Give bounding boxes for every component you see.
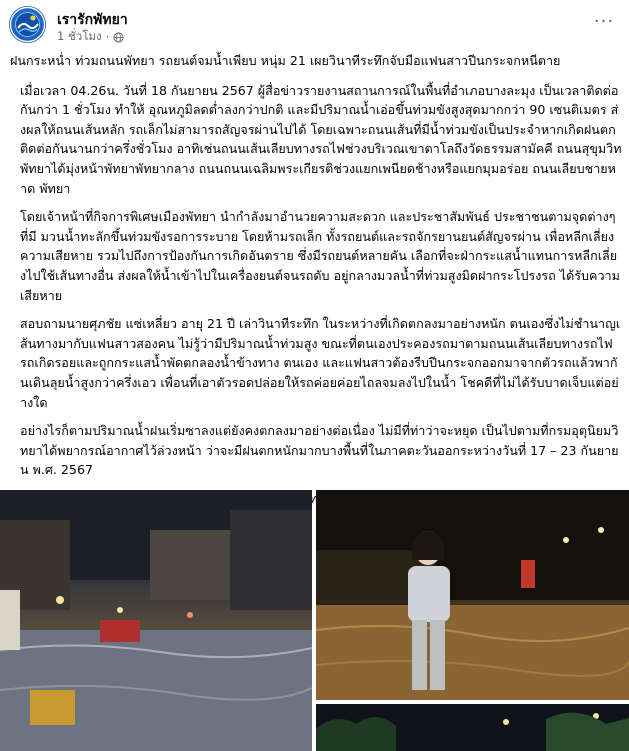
photo-grid — [0, 490, 629, 751]
night-street-image-icon — [316, 704, 629, 751]
page-logo-icon — [9, 6, 46, 43]
post-paragraph: อย่างไรก็ตามปริมาณน้ำฝนเริ่มซาลงแต่ยังคงตกลงมาอย่างต่อเนื่อง ไม่มีที่ท่าว่าจะหยุด เป็นไปตามที่กรมอุตุนิยมวิทยาได้พยากรณ์อากาศไว้ล่วงหน้า ว่าจะมีฝนตกหนักมากบางพื้นที่ในภาคตะวันออกระหว่างวันที่ 17 – 23 กันยายน พ.ศ. 2567 — [20, 423, 619, 478]
post-time[interactable]: 1 ชั่วโมง — [57, 29, 102, 43]
flooded-street-image-icon — [0, 490, 312, 751]
post-paragraph: โดยเจ้าหน้าที่กิจการพิเศษเมืองพัทยา นำกำลังมาอำนวยความสะดวก และประชาสัมพันธ์ ประชาชนตามจุดต่างๆ ที่มี มวนน้ำทะลักขึ้นท่วมขังรอการระบาย โดยห้ามรถเล็ก ทั้งรถยนต์และรถจักรยานยนต์สัญจรผ่าน เพื่อหลีกเลี่ยงความเสียหาย รวมไปถึงการป้องกันการเกิดอันตราย ซึ่งมีรถยนต์หลายคัน เลือกที่จะฝ่ากระแสน้ำแทนการหลีกเลี่ยงไปใช้เส้นทางอื่น ส่งผลให้น้ำเข้าไปในเครื่องยนต์จนรถดับ อยู่กลางมวลน้ำที่ท่วมสูงมิดฝากระโปรงรถ ได้รับความเสียหาย — [20, 209, 620, 303]
post-paragraph: สอบถามนายศุภชัย แซ่เหลี่ยว อายุ 21 ปี เล่าวินาทีระทึก ในระหว่างที่เกิดตกลงมาอย่างหนัก ตนเองซึ่งไม่ชำนาญเส้นทางมากับแฟนสาวสองคน ไม่รู้ว่ามีปริมาณน้ำท่วมสูง ขณะที่ตนเองประคองรถมาตามถนนเส้นเลียบทางรถไฟ รถเกิดรอยและถูกกระแสน้ำพัดตกลองน้ำข้างทาง ตนเอง และแฟนสาวต้องรีบปีนกระจกออกมาจากตัวรถแล้วพากันเดินลุยน้ำสูงกว่าครึ่งเอว เพื่อนที่เอาตัวรอดปล่อยให้รถค่อยค่อยไถลจมลงไปในน้ำ โชคดีที่ไม่ได้รับบาดเจ็บแต่อย่างใด — [20, 316, 621, 410]
post-headline: ฝนกระหน่ำ ท่วมถนนพัทยา รถยนต์จมน้ำเพียบ หนุ่ม 21 เผยวินาทีระทึกจับมือแฟนสาวปีนกระจกหนีตาย — [10, 53, 561, 68]
post-header — [0, 0, 629, 46]
flooded-street-photo[interactable] — [0, 490, 312, 751]
post-paragraph: เมื่อเวลา 04.26น. วันที่ 18 กันยายน 2567 ผู้สื่อข่าวรายงานสถานการณ์ในพื้นที่อำเภอบางละมุง เป็นเวลาติดต่อกันกว่า 1 ชั่วโมง ทำให้ อุณหภูมิลดต่ำลงกว่าปกติ และมีปริมาณน้ำเอ่อขึ้นท่วมขังสูงสุดมากกว่า 90 เซนติเมตร ส่งผลให้ถนนเส้นหลัก รถเล็กไม่สามารถสัญจรผ่านไปได้ โดยเฉพาะถนนเส้นที่มีน้ำท่วมขังเป็นประจำหากเกิดฝนตก ติดต่อกันนานกว่าครึ่งชั่วโมง อาทิเช่นถนนเส้นเลียบทางรถไฟช่วงบริเวณเขาตาโลถึงวัดธรรมสามัคคี ถนนสุขุมวิทพัทยาได้มุ่งหน้าพัทยาพัทยากลาง ถนนถนนเฉลิมพระเกียรติช่วงแยกเพนียดช้างหรือแยกมุมอร่อย ถนนเลียบชายหาด พัทยา — [20, 82, 622, 196]
night-street-photo[interactable] — [316, 704, 629, 751]
page-name[interactable]: เรารักพัทยา — [57, 12, 128, 28]
post-meta — [57, 28, 124, 46]
post-text — [10, 51, 622, 517]
globe-icon[interactable] — [113, 32, 124, 43]
meta-separator: · — [105, 30, 110, 44]
more-options-button[interactable]: ··· — [593, 10, 615, 32]
page-avatar[interactable] — [9, 6, 46, 43]
person-flood-image-icon — [316, 490, 629, 700]
person-in-flood-photo[interactable] — [316, 490, 629, 700]
